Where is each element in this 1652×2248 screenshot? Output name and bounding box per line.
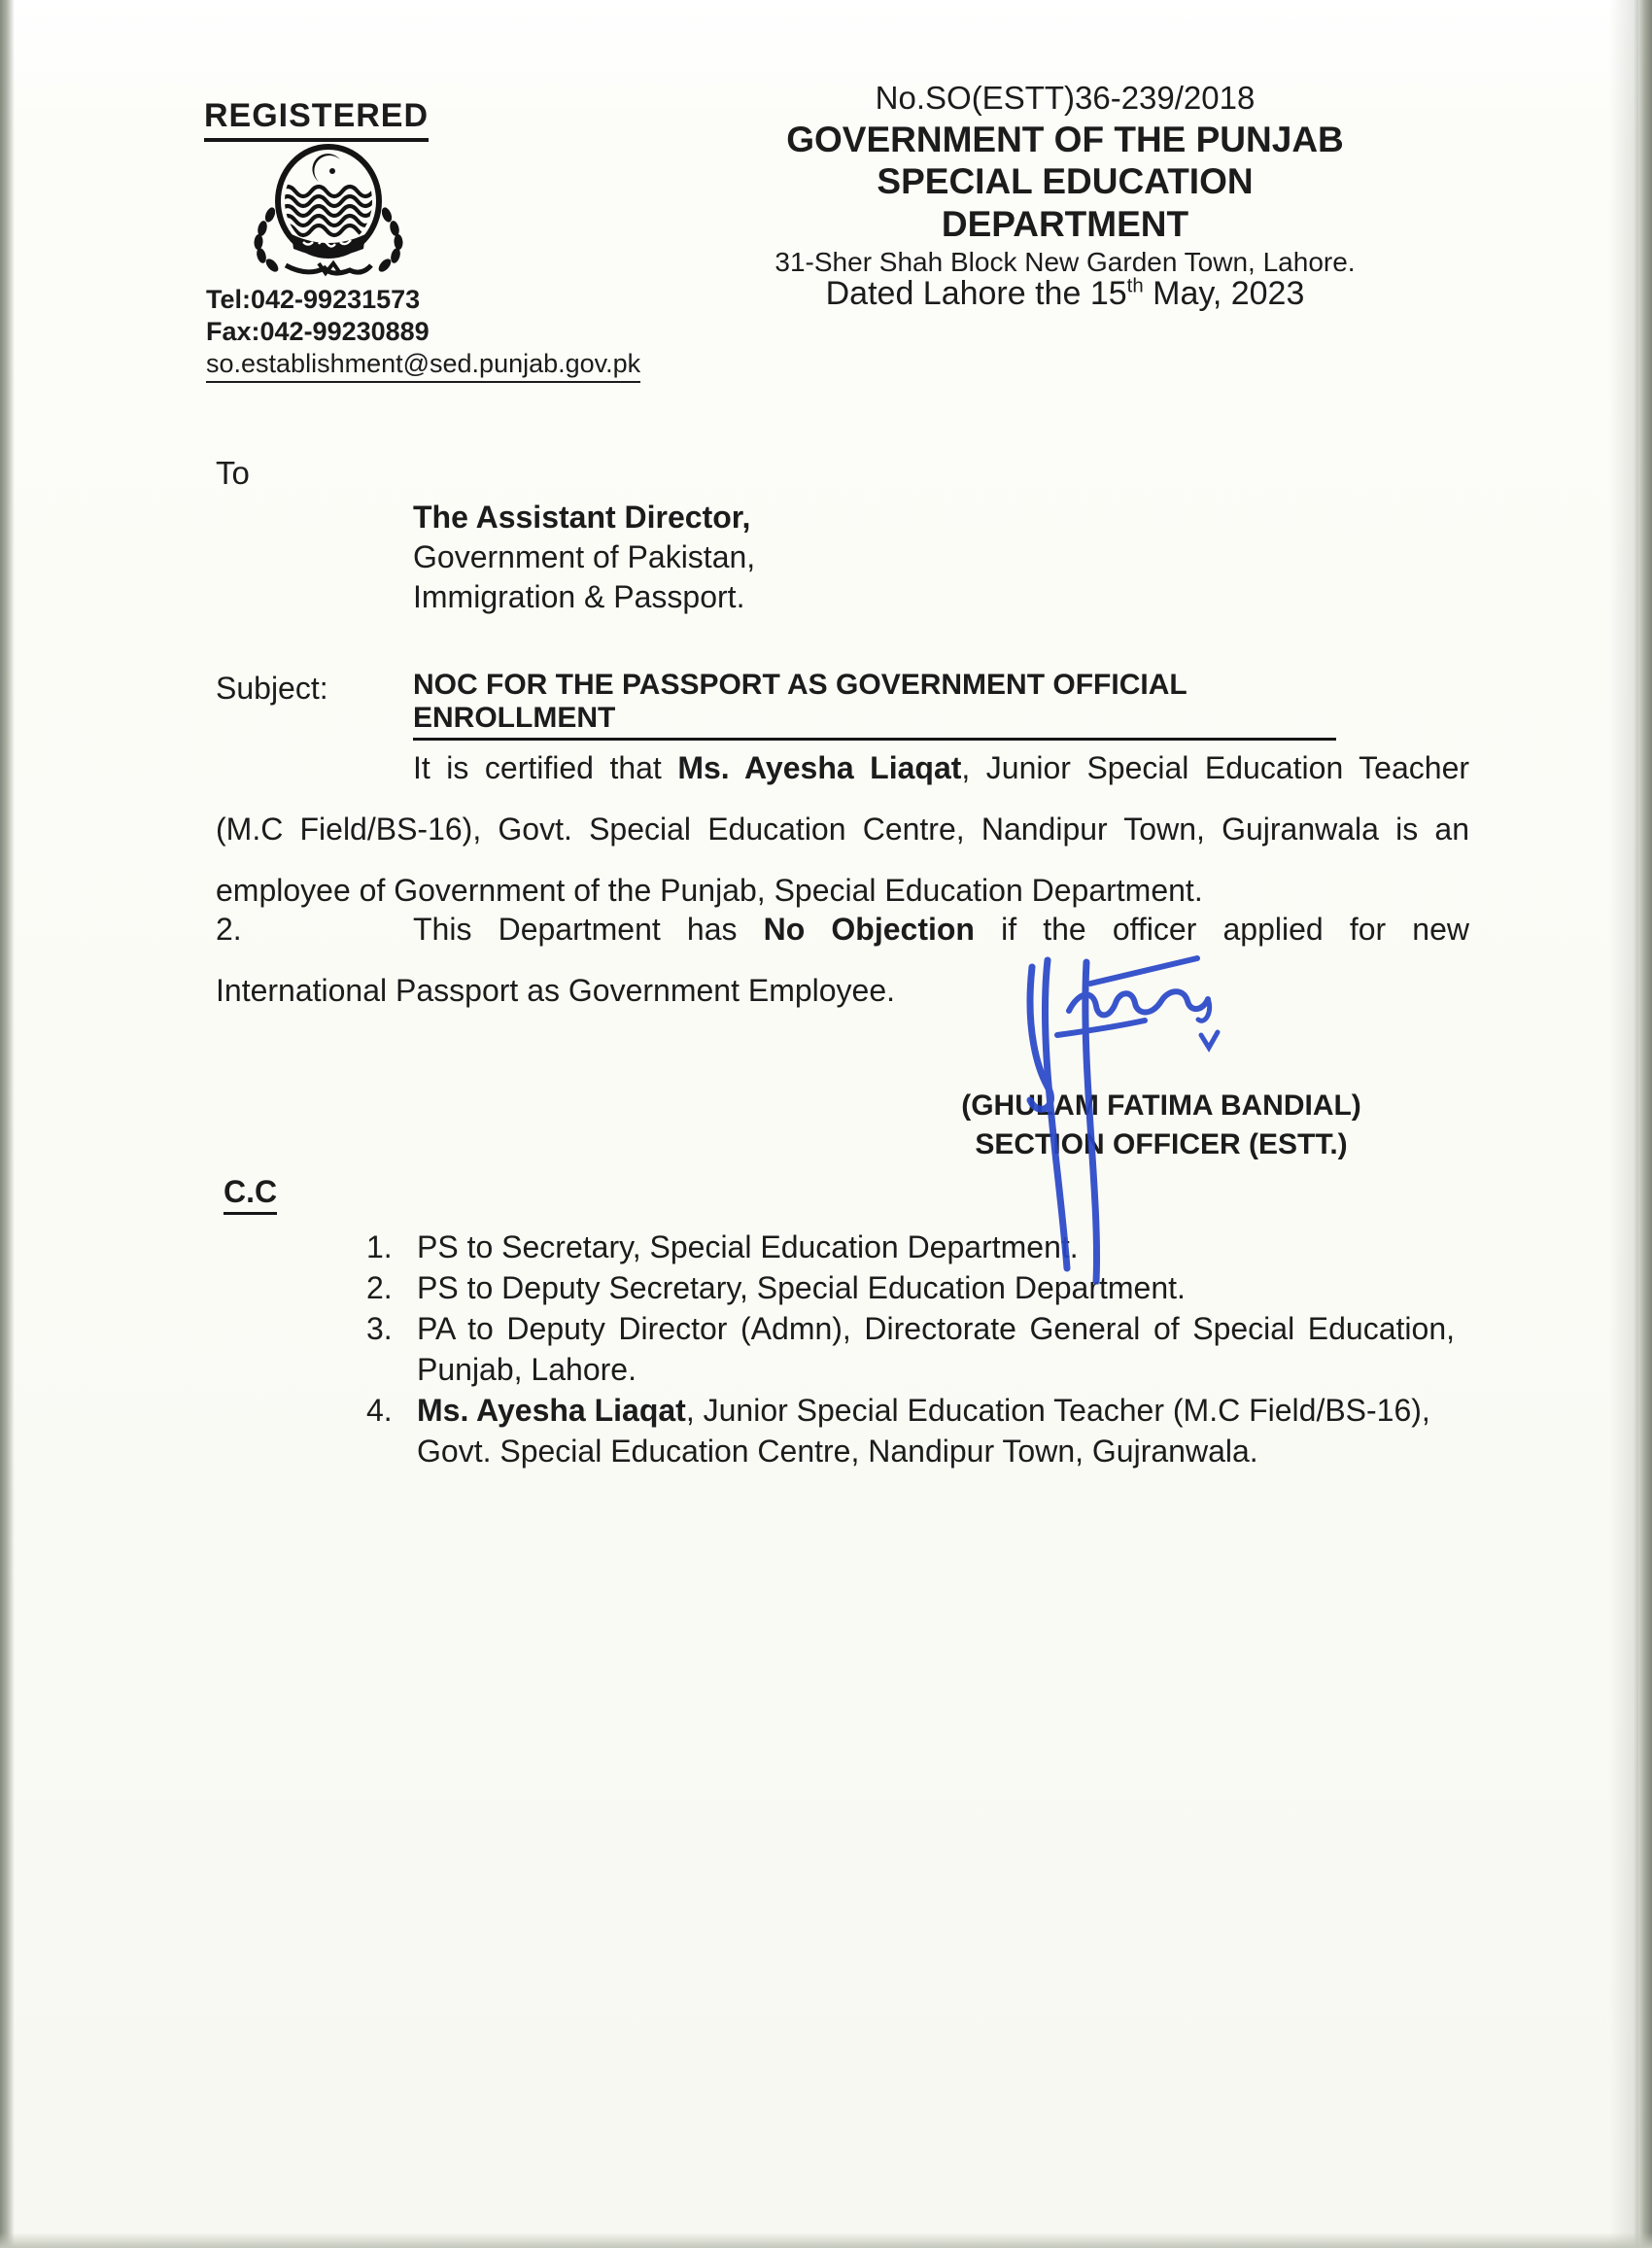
cc-item-employee-name: Ms. Ayesha Liaqat bbox=[417, 1393, 686, 1428]
handwritten-signature-ink bbox=[1011, 948, 1234, 1288]
subject-label: Subject: bbox=[216, 671, 328, 706]
cc-item-rest: PS to Deputy Secretary, Special Education Department. bbox=[417, 1270, 1186, 1305]
letterhead-block bbox=[768, 78, 1362, 279]
date-text: Dated Lahore the 15 bbox=[825, 275, 1127, 312]
cc-item-number: 3. bbox=[366, 1311, 393, 1346]
cc-item-text bbox=[417, 1227, 1455, 1267]
signatory-name: (GHULAM FATIMA BANDIAL) bbox=[961, 1089, 1361, 1122]
recipient-org: Government of Pakistan, bbox=[413, 539, 756, 574]
cc-item-text bbox=[417, 1308, 1455, 1390]
scan-edge-left bbox=[0, 0, 15, 2248]
date-text-rest: May, 2023 bbox=[1143, 275, 1305, 312]
para1-text-rest: , Junior Special Education Teacher (M.C Field/BS-16), Govt. Special Education Centre, Nandipur Town, Gujranwala is an employee of Government of the Punjab, Special Education Department. bbox=[216, 750, 1470, 908]
cc-item-rest: , Junior Special Education Teacher (M.C Field/BS-16), Govt. Special Education Centre, Nandipur Town, Gujranwala. bbox=[417, 1393, 1430, 1469]
cc-item-text bbox=[417, 1267, 1455, 1308]
cc-item-number: 1. bbox=[366, 1229, 393, 1264]
to-label: To bbox=[216, 455, 250, 491]
punjab-government-emblem-logo bbox=[231, 136, 426, 282]
para1-text: It is certified that bbox=[413, 750, 678, 785]
paragraph-number: 2. bbox=[216, 912, 242, 947]
registered-stamp: REGISTERED bbox=[204, 97, 429, 142]
contact-tel: Tel:042-99231573 bbox=[206, 285, 421, 314]
cc-item bbox=[366, 1308, 1455, 1390]
cc-label: C.C bbox=[224, 1174, 277, 1215]
para2-text-rest: if the officer applied for new International Passport as Government Employee. bbox=[216, 912, 1469, 1008]
cc-item bbox=[366, 1390, 1455, 1471]
cc-item-number: 2. bbox=[366, 1270, 393, 1305]
recipient-address-block bbox=[413, 498, 755, 617]
cc-list bbox=[366, 1227, 1455, 1471]
cc-item bbox=[366, 1267, 1455, 1308]
contact-fax: Fax:042-99230889 bbox=[206, 317, 430, 346]
para2-text: This Department has bbox=[413, 912, 764, 947]
recipient-dept: Immigration & Passport. bbox=[413, 579, 745, 614]
cc-item-rest: PS to Secretary, Special Education Department. bbox=[417, 1229, 1079, 1264]
reference-number: No.SO(ESTT)36-239/2018 bbox=[875, 80, 1256, 116]
contact-email: so.establishment@sed.punjab.gov.pk bbox=[206, 348, 640, 383]
cc-item-text bbox=[417, 1390, 1455, 1471]
government-name: GOVERNMENT OF THE PUNJAB bbox=[786, 120, 1344, 159]
date-line bbox=[768, 275, 1362, 313]
subject-text: NOC FOR THE PASSPORT AS GOVERNMENT OFFICIAL ENROLLMENT bbox=[413, 669, 1336, 741]
date-ordinal-suffix: th bbox=[1126, 275, 1144, 297]
cc-item-number: 4. bbox=[366, 1393, 393, 1428]
cc-item bbox=[366, 1227, 1455, 1267]
body-paragraph-1 bbox=[216, 738, 1469, 921]
signatory-title: SECTION OFFICER (ESTT.) bbox=[975, 1128, 1348, 1160]
body-paragraph-2 bbox=[216, 899, 1469, 1021]
contact-block bbox=[206, 284, 640, 383]
office-address: 31-Sher Shah Block New Garden Town, Lahore. bbox=[774, 247, 1356, 277]
department-name: SPECIAL EDUCATION DEPARTMENT bbox=[877, 161, 1254, 244]
cc-item-rest: PA to Deputy Director (Admn), Directorate General of Special Education, Punjab, Lahore. bbox=[417, 1311, 1455, 1387]
no-objection-emphasis: No Objection bbox=[763, 912, 975, 947]
body-paragraph-2-row bbox=[216, 899, 1469, 1021]
scan-edge-bottom bbox=[0, 2232, 1652, 2248]
employee-name: Ms. Ayesha Liaqat bbox=[677, 750, 962, 785]
recipient-title: The Assistant Director, bbox=[413, 500, 751, 535]
scan-edge-right bbox=[1634, 0, 1652, 2248]
